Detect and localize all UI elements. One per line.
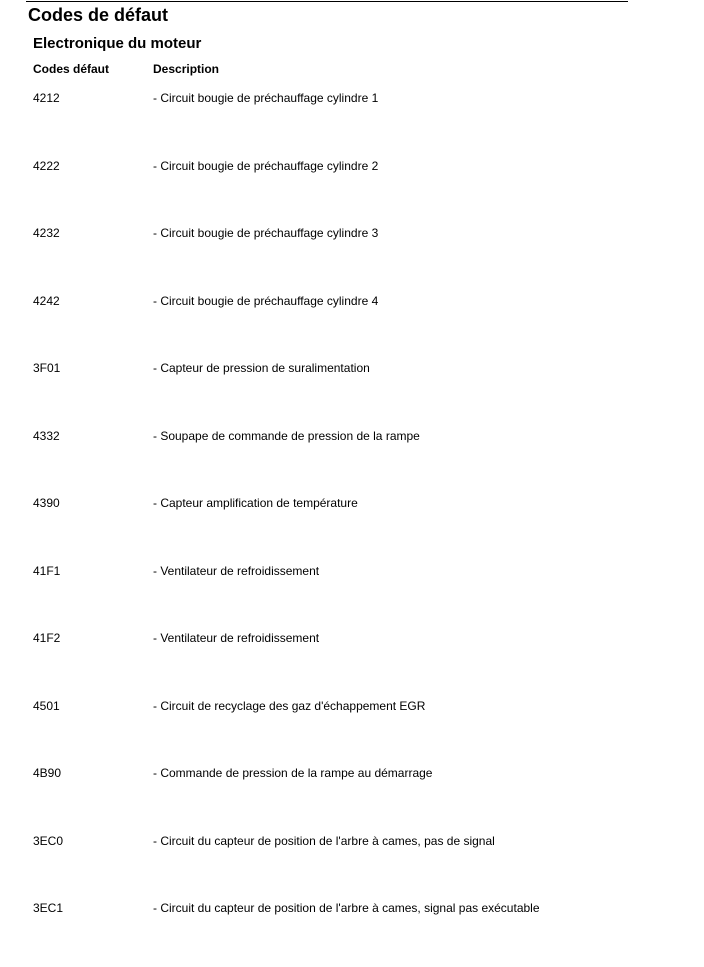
table-row: [0, 900, 704, 916]
fault-code: 3F01: [33, 361, 61, 375]
fault-code: 4222: [33, 159, 60, 173]
column-header-code: Codes défaut: [33, 62, 110, 76]
fault-description: - Capteur de pression de suralimentation: [153, 361, 370, 375]
fault-description: - Capteur amplification de température: [153, 496, 358, 510]
table-row: [0, 630, 704, 646]
table-row: [0, 833, 704, 849]
fault-code: 41F2: [33, 631, 61, 645]
table-row: [0, 293, 704, 309]
fault-code: 4501: [33, 699, 60, 713]
table-row: [0, 90, 704, 106]
table-row: [0, 360, 704, 376]
fault-code: 4332: [33, 429, 60, 443]
fault-code: 3EC0: [33, 834, 64, 848]
table-row: [0, 225, 704, 241]
fault-code: 3EC1: [33, 901, 64, 915]
fault-description: - Circuit du capteur de position de l'arbre à cames, pas de signal: [153, 834, 495, 848]
fault-description: - Soupape de commande de pression de la rampe: [153, 429, 420, 443]
table-row: [0, 158, 704, 174]
section-title: Electronique du moteur: [33, 35, 202, 52]
fault-code: 4232: [33, 226, 60, 240]
fault-description: - Circuit bougie de préchauffage cylindre 4: [153, 294, 379, 308]
fault-code: 4212: [33, 91, 60, 105]
fault-code: 4242: [33, 294, 60, 308]
fault-description: - Circuit bougie de préchauffage cylindre 1: [153, 91, 379, 105]
fault-description: - Circuit de recyclage des gaz d'échappement EGR: [153, 699, 426, 713]
fault-description: - Circuit du capteur de position de l'arbre à cames, signal pas exécutable: [153, 901, 540, 915]
fault-code: 4B90: [33, 766, 62, 780]
fault-description: - Circuit bougie de préchauffage cylindre 3: [153, 226, 379, 240]
column-header-description: Description: [153, 62, 220, 76]
page-title: Codes de défaut: [28, 5, 169, 25]
fault-description: - Circuit bougie de préchauffage cylindre 2: [153, 159, 379, 173]
table-row: [0, 428, 704, 444]
fault-code: 4390: [33, 496, 60, 510]
fault-description: - Commande de pression de la rampe au démarrage: [153, 766, 433, 780]
fault-description: - Ventilateur de refroidissement: [153, 564, 320, 578]
table-row: [0, 698, 704, 714]
table-row: [0, 495, 704, 511]
table-row: [0, 563, 704, 579]
table-row: [0, 765, 704, 781]
fault-code: 41F1: [33, 564, 61, 578]
fault-description: - Ventilateur de refroidissement: [153, 631, 320, 645]
